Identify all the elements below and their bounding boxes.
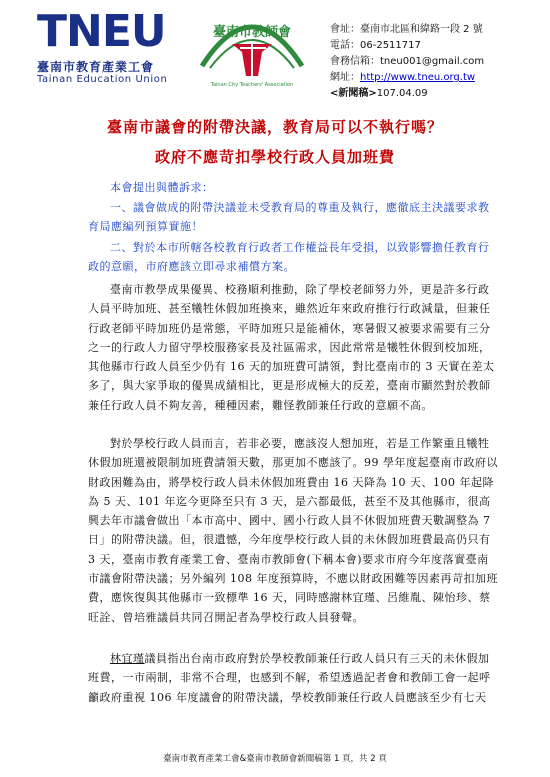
page-footer: 臺南市教育產業工會&臺南市教師會新聞稿第 1 頁，共 2 頁	[163, 754, 387, 764]
website-line	[330, 70, 484, 86]
phone-line: 電話：06-2511717	[330, 40, 421, 51]
teachers-association-seal	[184, 6, 320, 90]
demands-intro: 本會提出與體訴求：	[110, 181, 214, 194]
sub-title: 政府不應苛扣學校行政人員加班費	[154, 148, 395, 166]
demand-item-1: 一、議會做成的附帶決議並未受教育局的尊重及執行，應徹底主決議要求教育局應編列預算實施！	[88, 201, 490, 234]
logo-chinese-name: 臺南市教育產業工會	[37, 60, 155, 74]
body-paragraph-2: 對於學校行政人員而言，若非必要，應該沒人想加班，若是工作繁重且犧牲休假加班還被限制加班費請領天數，那更加不應該了。99 學年度起臺南市政府以財政困難為由，將學校行政人員未休假加班費由 16 天降為 10 天、100 年起降為 5 天、101 年迄今更降至只有 3 天，是六都最低，甚至不及其他縣市，很高興去年市議會做出「本市高中、國中、國小行政人員不休假加班費天數調整為 7 日」的附帶決議。但，很遺憾，今年度學校行政人員的未休假加班費最高仍只有 3 天，臺南市教育產業工會、臺南市教師會(下稱本會)要求市府今年度落實臺南市議會附帶決議；另外編列 108 年度預算時，不應以財政困難等因素再苛扣加班費，應恢復與其他縣市一致標準 16 天，同時感謝林宜瑾、呂維胤、陳怡珍、蔡旺詮、曾培雅議員共同召開記者為學校行政人員發聲。	[88, 437, 498, 624]
website-link[interactable]: http://www.tneu.org.tw	[360, 72, 476, 83]
logo-english-name: Tainan Education Union	[37, 74, 168, 85]
body-paragraph-3	[88, 649, 500, 707]
seal-subtext: Tainan City Teachers' Association	[210, 82, 294, 88]
email-label: 會務信箱：	[330, 56, 380, 67]
contact-block	[330, 22, 484, 102]
main-title: 臺南市議會的附帶決議，教育局可以不執行嗎？	[106, 118, 443, 136]
website-label: 網址：	[330, 72, 360, 83]
councilor-name: 林宜瑾	[110, 652, 145, 665]
seal-text: 臺南市教師會	[212, 25, 292, 40]
body-paragraph-3-text: 議員指出台南市政府對於學校教師兼任行政人員只有三天的未休假加班費，一市兩制，非常不合理，也感到不解，希望透過記者會和教師工會一起呼籲政府重視 106 年度議會的附帶決議，學校教師兼任行政人員應該至少有七天	[88, 652, 491, 704]
demand-item-2: 二、對於本市所轄各校教育行政者工作權益長年受損，以致影響擔任教育行政的意願，市府應該立即尋求補償方案。	[88, 241, 490, 274]
email-line	[330, 54, 484, 70]
address-line: 會址：臺南市北區和緯路一段 2 號	[330, 24, 483, 35]
press-release-tag: <新聞稿>	[330, 88, 377, 99]
press-line	[330, 86, 484, 102]
email-address[interactable]: tneu001@gmail.com	[380, 56, 485, 67]
release-date: 107.04.09	[376, 88, 428, 99]
body-paragraph-1: 臺南市教學成果優異、校務順利推動，除了學校老師努力外，更是許多行政人員平時加班、甚至犧牲休假加班換來，雖然近年來政府推行行政減量，但兼任行政老師平時加班仍是常態，平時加班只是能補休，寒暑假又被要求需要有三分之一的行政人力留守學校服務家長及社區需求，因此常常是犧牲休假到校加班，其他縣市行政人員至少仍有 16 天的加班費可請領，對比臺南市的 3 天實在差太多了，與大家爭取的優異成績相比，更是形成極大的反差，臺南市顯然對於教師兼任行政人員不夠友善，種種因素，難怪教師兼任行政的意願不高。	[88, 283, 495, 412]
tneu-logo: TNEU	[37, 6, 166, 57]
